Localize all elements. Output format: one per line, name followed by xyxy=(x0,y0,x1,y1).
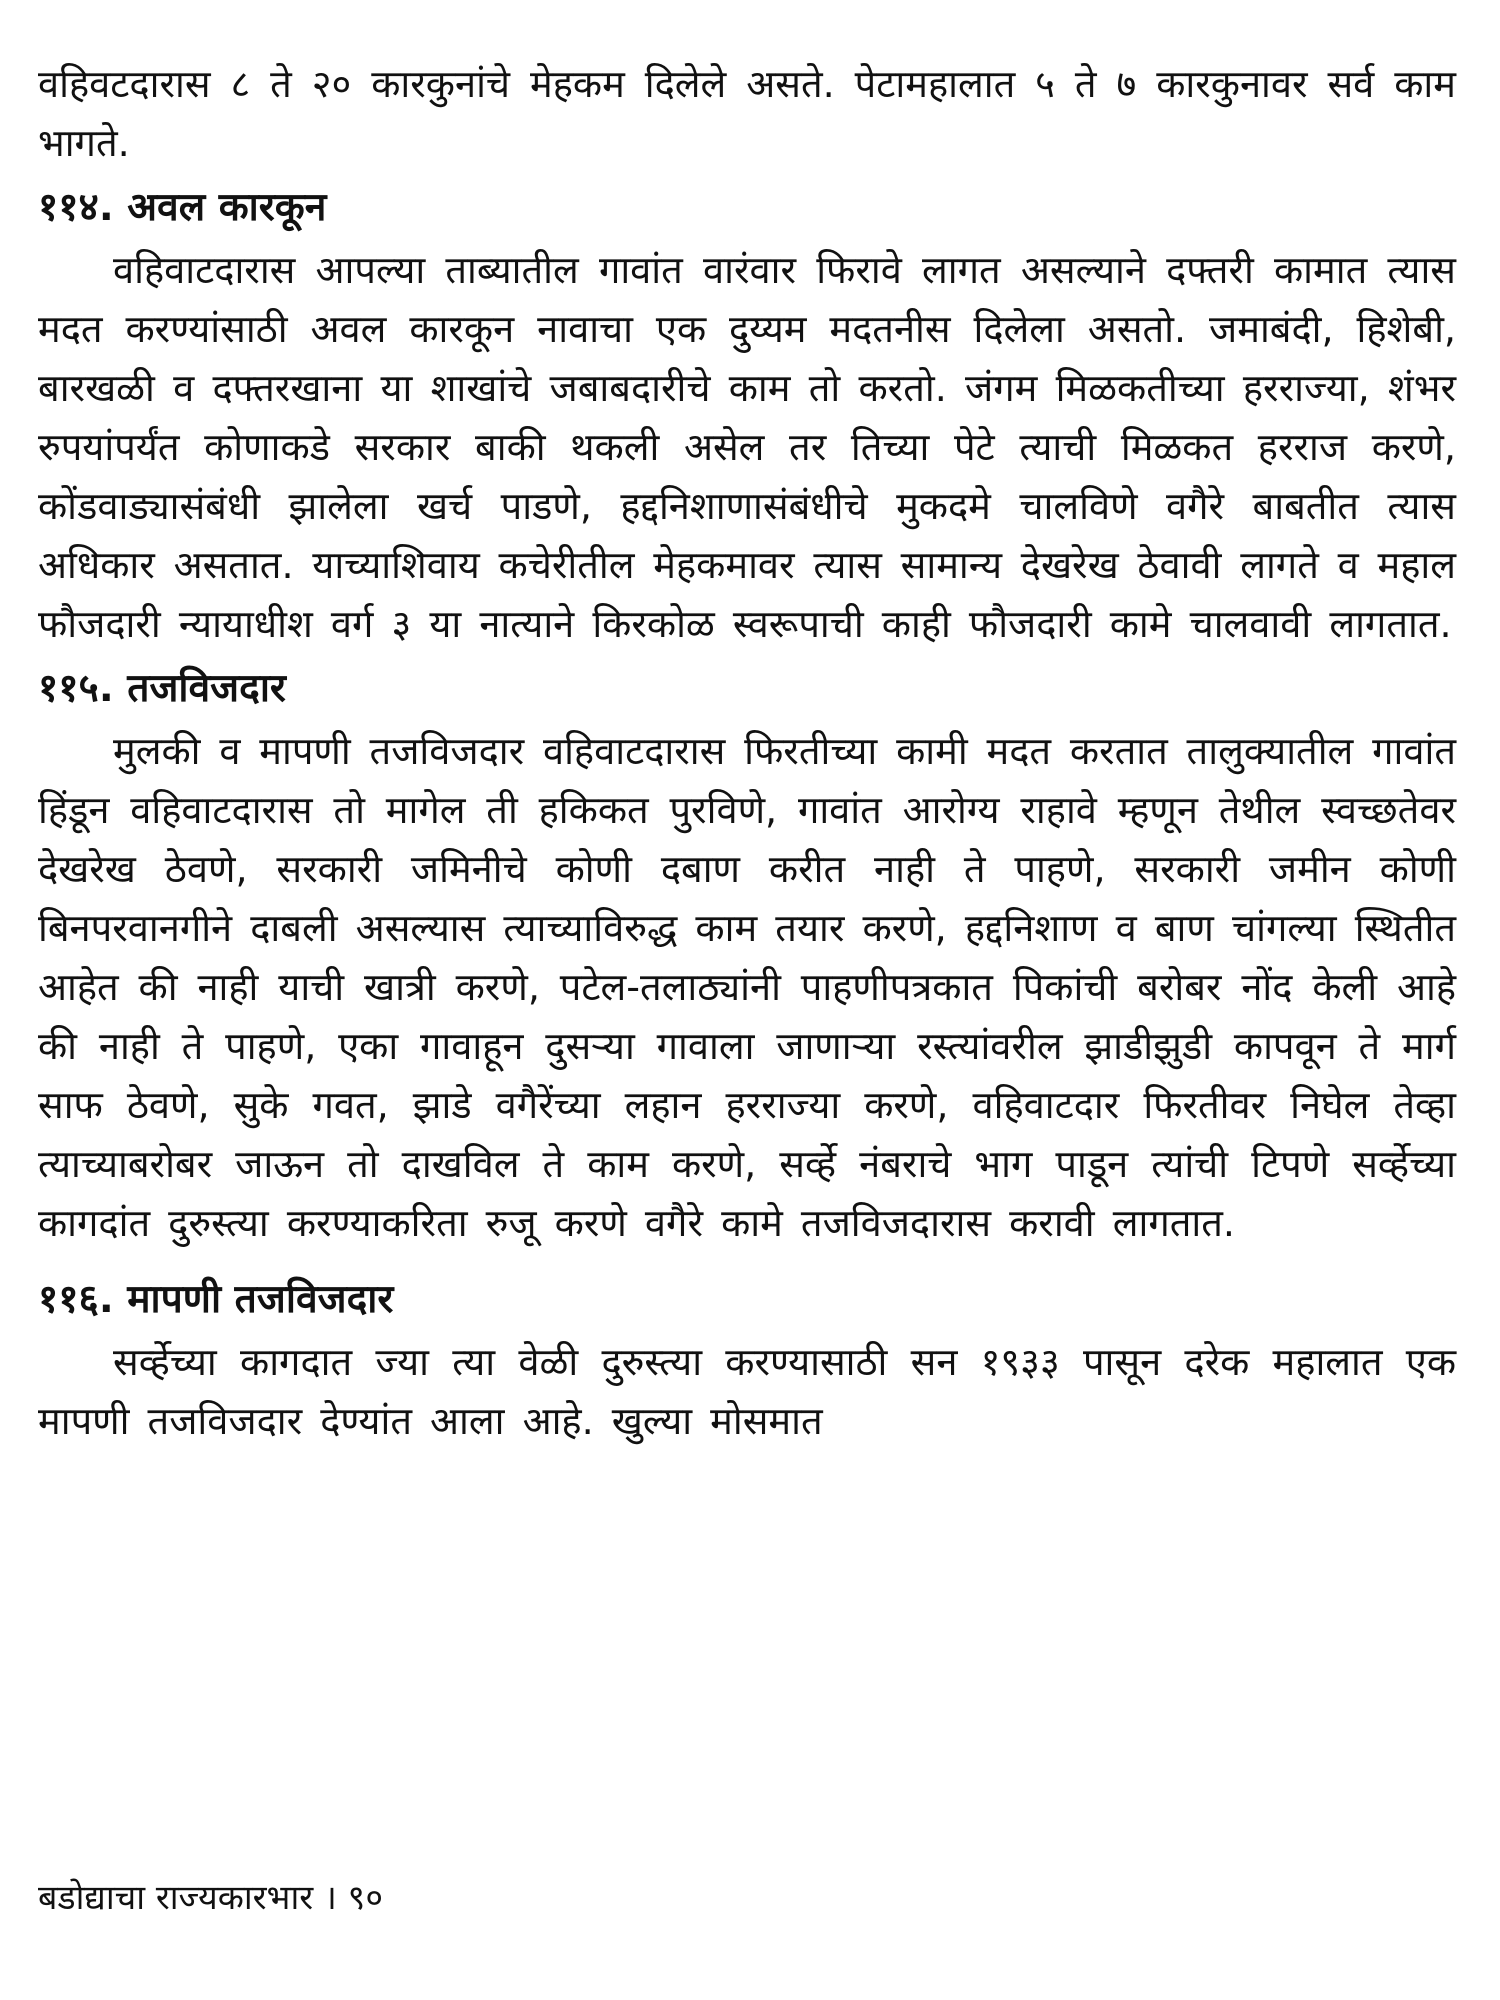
section-heading-116: ११६. मापणी तजविजदार xyxy=(38,1277,394,1322)
section-114-body: वहिवाटदारास आपल्या ताब्यातील गावांत वारंवार फिरावे लागत असल्याने दफ्तरी कामात त्यास मदत करण्यांसाठी अवल कारकून नावाचा एक दुय्यम मदतनीस दिलेला असतो. जमाबंदी, हिशेबी, बारखळी व दफ्तरखाना या शाखांचे जबाबदारीचे काम तो करतो. जंगम मिळकतीच्या हरराज्या, शंभर रुपयांपर्यंत कोणाकडे सरकार बाकी थकली असेल तर तिच्या पेटे त्याची मिळकत हरराज करणे, कोंडवाड्यासंबंधी झालेला खर्च पाडणे, हद्दनिशाणासंबंधीचे मुकदमे चालविणे वगैरे बाबतीत त्यास अधिकार असतात. याच्याशिवाय कचेरीतील मेहकमावर त्यास सामान्य देखरेख ठेवावी लागते व महाल फौजदारी न्यायाधीश वर्ग ३ या नात्याने किरकोळ स्वरूपाची काही फौजदारी कामे चालवावी लागतात. xyxy=(38,248,1456,646)
section-heading-114: ११४. अवल कारकून xyxy=(38,185,327,230)
page-content xyxy=(38,55,1456,1451)
intro-paragraph: वहिवटदारास ८ ते २० कारकुनांचे मेहकम दिलेले असते. पेटामहालात ५ ते ७ कारकुनावर सर्व काम भागते. xyxy=(38,62,1456,165)
page-footer: बडोद्याचा राज्यकारभार । ९० xyxy=(38,1878,384,1918)
section-116-body: सर्व्हेच्या कागदात ज्या त्या वेळी दुरुस्त्या करण्यासाठी सन १९३३ पासून दरेक महालात एक मापणी तजविजदार देण्यांत आला आहे. खुल्या मोसमात xyxy=(38,1340,1456,1443)
section-heading-115: ११५. तजविजदार xyxy=(38,666,286,711)
section-115-body: मुलकी व मापणी तजविजदार वहिवाटदारास फिरतीच्या कामी मदत करतात तालुक्यातील गावांत हिंडून वहिवाटदारास तो मागेल ती हकिकत पुरविणे, गावांत आरोग्य राहावे म्हणून तेथील स्वच्छतेवर देखरेख ठेवणे, सरकारी जमिनीचे कोणी दबाण करीत नाही ते पाहणे, सरकारी जमीन कोणी बिनपरवानगीने दाबली असल्यास त्याच्याविरुद्ध काम तयार करणे, हद्दनिशाण व बाण चांगल्या स्थितीत आहेत की नाही याची खात्री करणे, पटेल-तलाठ्यांनी पाहणीपत्रकात पिकांची बरोबर नोंद केली आहे की नाही ते पाहणे, एका गावाहून दुसऱ्या गावाला जाणाऱ्या रस्त्यांवरील झाडीझुडी कापवून ते मार्ग साफ ठेवणे, सुके गवत, झाडे वगैरेंच्या लहान हरराज्या करणे, वहिवाटदार फिरतीवर निघेल तेव्हा त्याच्याबरोबर जाऊन तो दाखविल ते काम करणे, सर्व्हे नंबराचे भाग पाडून त्यांची टिपणे सर्व्हेच्या कागदांत दुरुस्त्या करण्याकरिता रुजू करणे वगैरे कामे तजविजदारास करावी लागतात. xyxy=(38,729,1456,1245)
